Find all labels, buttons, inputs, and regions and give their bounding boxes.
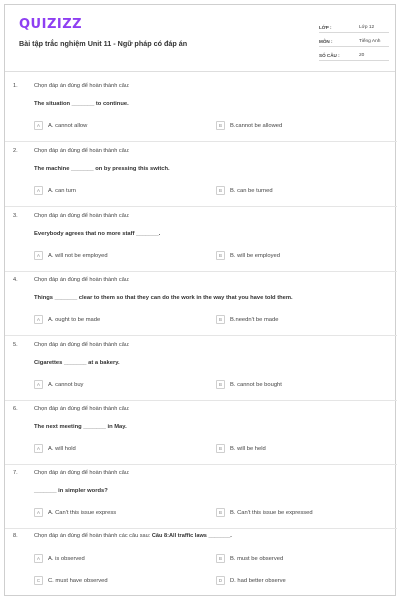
option-text: D. had better observe: [230, 577, 286, 584]
question-text: The situation _______ to continue.: [34, 101, 129, 107]
quizizz-logo: QUIZIZZ: [19, 17, 83, 32]
option-text: B. will be held: [230, 445, 266, 452]
option-a[interactable]: [34, 508, 116, 517]
question-instruction: Chọn đáp án đúng để hoàn thành câu:: [34, 148, 130, 154]
instruction-text: Chọn đáp án đúng để hoàn thành các câu sau:: [34, 533, 151, 539]
question-instruction: [34, 533, 232, 539]
question-number: 8.: [13, 533, 18, 539]
option-letter-box: B: [216, 508, 225, 517]
option-letter-box: B: [216, 315, 225, 324]
option-b[interactable]: [216, 121, 282, 130]
option-text: A. cannot buy: [48, 381, 84, 388]
option-letter-box: C: [34, 576, 43, 585]
question-text: The machine _______ on by pressing this switch.: [34, 166, 170, 172]
option-letter-box: A: [34, 186, 43, 195]
option-a[interactable]: [34, 554, 85, 563]
meta-label: SỐ CÂU :: [319, 53, 340, 58]
meta-value: Tiếng Anh: [359, 39, 381, 44]
option-letter-box: A: [34, 315, 43, 324]
question-text: Everybody agrees that no more staff _______.: [34, 231, 161, 237]
option-d[interactable]: [216, 576, 286, 585]
question-separator: [5, 400, 397, 401]
question-text: The next meeting _______ in May.: [34, 424, 127, 430]
option-letter-box: B: [216, 444, 225, 453]
meta-row-subject: [319, 33, 389, 47]
instruction-bold-text: Câu 8:All traffic laws _______.: [151, 533, 232, 539]
option-b[interactable]: [216, 508, 313, 517]
question-2: [5, 148, 397, 212]
question-separator: [5, 335, 397, 336]
option-c[interactable]: [34, 576, 108, 585]
option-letter-box: A: [34, 444, 43, 453]
question-instruction: Chọn đáp án đúng để hoàn thành câu:: [34, 213, 130, 219]
option-letter-box: B: [216, 186, 225, 195]
option-letter-box: A: [34, 508, 43, 517]
option-text: A. cannot allow: [48, 122, 88, 129]
question-separator: [5, 464, 397, 465]
option-b[interactable]: [216, 380, 282, 389]
question-separator: [5, 528, 397, 529]
question-number: 7.: [13, 470, 18, 476]
worksheet-page: [4, 4, 396, 596]
question-6: [5, 406, 397, 470]
question-3: [5, 213, 397, 277]
option-b[interactable]: [216, 315, 278, 324]
question-number: 3.: [13, 213, 18, 219]
meta-row-count: [319, 47, 389, 61]
option-text: B. Can't this issue be expressed: [230, 509, 313, 516]
option-letter-box: B: [216, 121, 225, 130]
option-text: C. must have observed: [48, 577, 108, 584]
option-text: A. ought to be made: [48, 316, 101, 323]
question-instruction: Chọn đáp án đúng để hoàn thành câu:: [34, 342, 130, 348]
option-a[interactable]: [34, 315, 100, 324]
option-text: B. will be employed: [230, 252, 280, 259]
question-number: 5.: [13, 342, 18, 348]
option-text: B. cannot be bought: [230, 381, 282, 388]
option-b[interactable]: [216, 251, 280, 260]
option-letter-box: A: [34, 121, 43, 130]
question-instruction: Chọn đáp án đúng để hoàn thành câu:: [34, 277, 130, 283]
meta-label: LỚP :: [319, 25, 332, 30]
option-b[interactable]: [216, 444, 266, 453]
question-8: [5, 533, 397, 593]
option-letter-box: B: [216, 380, 225, 389]
meta-label: MÔN :: [319, 39, 333, 44]
option-text: A. can turn: [48, 187, 77, 194]
option-text: A. will not be employed: [48, 252, 108, 259]
option-letter-box: B: [216, 251, 225, 260]
option-a[interactable]: [34, 444, 76, 453]
question-separator: [5, 206, 397, 207]
option-a[interactable]: [34, 186, 76, 195]
question-number: 4.: [13, 277, 18, 283]
option-letter-box: A: [34, 554, 43, 563]
question-number: 2.: [13, 148, 18, 154]
option-a[interactable]: [34, 380, 83, 389]
option-letter-box: A: [34, 380, 43, 389]
question-text: Things _______ clear to them so that they can do the work in the way that you have told them.: [34, 295, 293, 301]
worksheet-title: Bài tập trắc nghiệm Unit 11 - Ngữ pháp có đáp án: [19, 39, 188, 48]
question-separator: [5, 271, 397, 272]
question-instruction: Chọn đáp án đúng để hoàn thành câu:: [34, 470, 130, 476]
question-number: 6.: [13, 406, 18, 412]
option-text: A. Can't this issue express: [48, 509, 117, 516]
meta-value: Lớp 12: [359, 25, 375, 30]
option-b[interactable]: [216, 186, 273, 195]
question-1: [5, 83, 397, 147]
header-divider: [5, 71, 395, 72]
option-text: B. must be observed: [230, 555, 284, 562]
question-7: [5, 470, 397, 534]
question-separator: [5, 141, 397, 142]
question-text: Cigarettes _______ at a bakery.: [34, 360, 120, 366]
question-instruction: Chọn đáp án đúng để hoàn thành câu:: [34, 406, 130, 412]
question-5: [5, 342, 397, 406]
option-b[interactable]: [216, 554, 283, 563]
option-letter-box: A: [34, 251, 43, 260]
option-text: B. can be turned: [230, 187, 273, 194]
option-text: A. is observed: [48, 555, 85, 562]
option-a[interactable]: [34, 121, 87, 130]
question-text: _______ in simpler words?: [34, 488, 108, 494]
option-letter-box: B: [216, 554, 225, 563]
option-text: B.cannot be allowed: [230, 122, 283, 129]
option-a[interactable]: [34, 251, 108, 260]
question-4: [5, 277, 397, 341]
option-text: A. will hold: [48, 445, 76, 452]
option-text: B.needn't be made: [230, 316, 279, 323]
meta-value: 20: [359, 53, 365, 58]
worksheet-meta: [319, 19, 389, 61]
question-number: 1.: [13, 83, 18, 89]
question-instruction: Chọn đáp án đúng để hoàn thành câu:: [34, 83, 130, 89]
option-letter-box: D: [216, 576, 225, 585]
meta-row-grade: [319, 19, 389, 33]
